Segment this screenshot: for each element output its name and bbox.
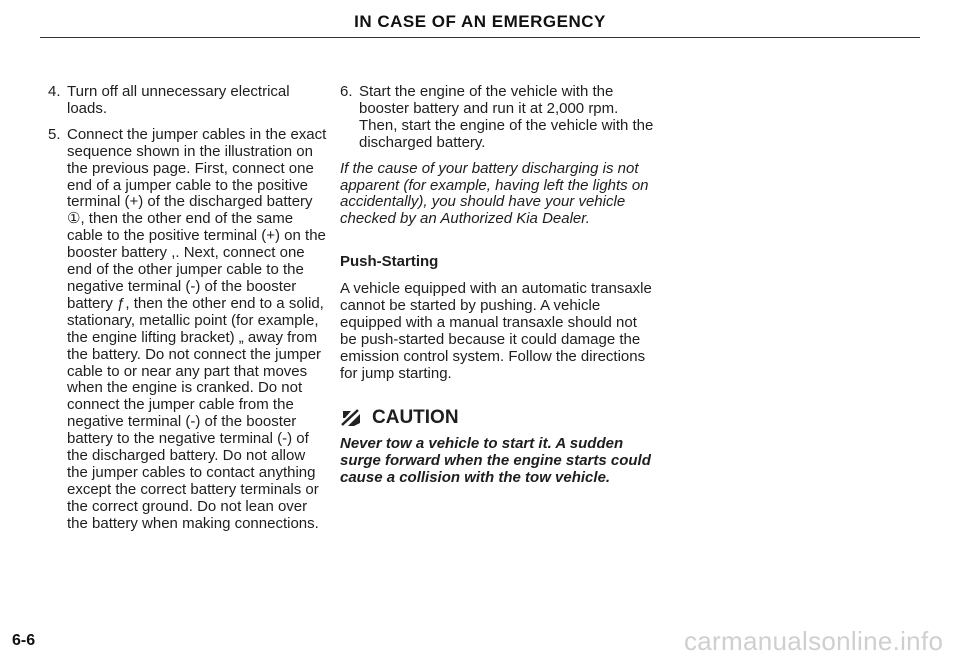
caution-hand-icon (340, 408, 364, 428)
step-item (48, 84, 330, 118)
push-starting-heading: Push-Starting (340, 253, 439, 271)
push-starting-body: A vehicle equipped with an automatic transaxle cannot be started by pushing. A vehicle equipped with a manual transaxle should not be push-started because it could damage the emission control system. Follow the directions for jump starting. (340, 280, 652, 382)
step-text: Start the engine of the vehicle with the booster battery and run it at 2,000 rpm. Then, start the engine of the vehicle with the discharged battery. (359, 83, 654, 151)
left-column (48, 84, 330, 542)
watermark: carmanualsonline.info (684, 626, 944, 656)
step-number: 6. (340, 83, 353, 100)
header-divider (40, 37, 920, 38)
dealer-note: If the cause of your battery discharging is not apparent (for example, having left the lights on accidentally), you should have your vehicle checked by an Authorized Kia Dealer. (340, 159, 649, 228)
caution-heading (340, 407, 656, 429)
step-number: 5. (48, 125, 61, 143)
caution-label: CAUTION (372, 406, 459, 428)
page-number: 6-6 (12, 632, 36, 649)
step-number: 4. (48, 83, 61, 100)
step-text: Connect the jumper cables in the exact sequence shown in the illustration on the previous page. First, connect one end of a jumper cable to the positive terminal (+) of the discharged battery ①, then the other end of the same cable to the positive terminal (+) on the booster battery ,. Next, connect one end of the other jumper cable to the negative terminal (-) of the booster battery ƒ, then the other end to a solid, stationary, metallic point (for example, the engine lifting bracket) „ away from the battery. Do not connect the jumper cable to or near any part that moves when the engine is cranked. Do not connect the jumper cable from the negative terminal (-) of the booster battery to the negative terminal (-) of the discharged battery. Do not allow the jumper cables to contact anything except the correct battery terminals or the correct ground. Do not lean over the battery when making connections. (67, 125, 327, 532)
page-title: IN CASE OF AN EMERGENCY (354, 12, 606, 31)
step-item (340, 84, 656, 152)
caution-text: Never tow a vehicle to start it. A sudden surge forward when the engine starts could cause a collision with the tow vehicle. (340, 434, 651, 486)
step-text: Turn off all unnecessary electrical loads. (67, 83, 290, 117)
step-item (48, 127, 330, 533)
right-column (340, 84, 656, 486)
